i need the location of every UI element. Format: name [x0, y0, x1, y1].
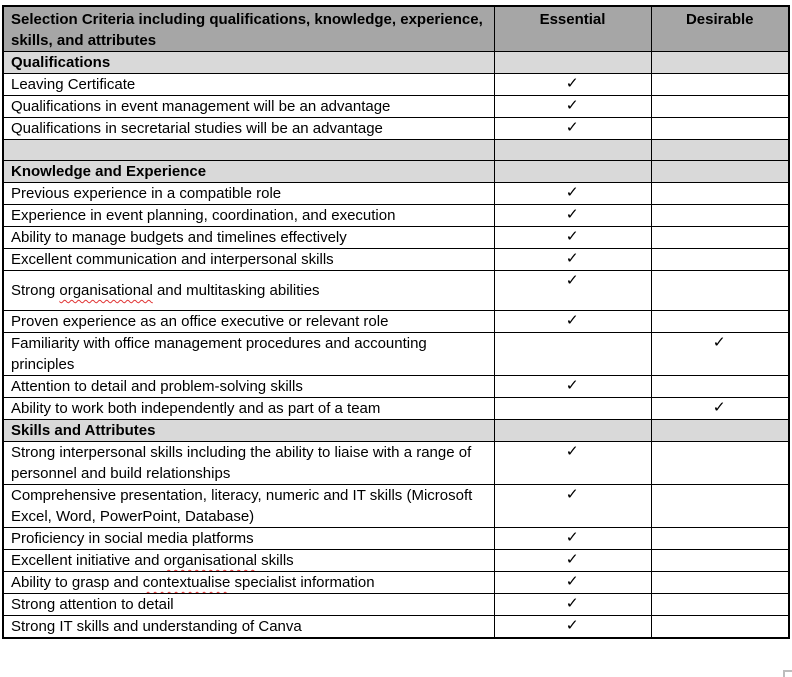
- section-row: [3, 420, 789, 442]
- essential-cell: [494, 572, 651, 594]
- desirable-cell: [651, 398, 789, 420]
- criteria-row: [3, 594, 789, 616]
- checkmark-icon: ✓: [565, 573, 580, 590]
- criteria-row: [3, 333, 789, 376]
- criteria-text: Excellent communication and interpersonal skills: [11, 251, 334, 268]
- desirable-cell: [651, 271, 789, 311]
- selection-criteria-table: [2, 5, 790, 639]
- checkmark-icon: ✓: [713, 399, 727, 416]
- criteria-row: [3, 485, 789, 528]
- desirable-cell: [651, 118, 789, 140]
- criteria-text-cell: [3, 74, 494, 96]
- criteria-text-cell: [3, 376, 494, 398]
- criteria-row: [3, 74, 789, 96]
- criteria-text: Strong interpersonal skills including the ability to liaise with a range of personnel and build relationships: [11, 444, 472, 482]
- essential-cell: [494, 183, 651, 205]
- criteria-row: [3, 398, 789, 420]
- essential-cell: [494, 96, 651, 118]
- criteria-text-cell: [3, 485, 494, 528]
- section-title: Knowledge and Experience: [11, 163, 207, 180]
- desirable-cell: [651, 249, 789, 271]
- desirable-cell: [651, 572, 789, 594]
- section-title-cell: [3, 420, 494, 442]
- checkmark-icon: ✓: [565, 529, 580, 546]
- checkmark-icon: ✓: [565, 595, 580, 612]
- desirable-cell: [651, 420, 789, 442]
- criteria-text-cell: [3, 140, 494, 161]
- criteria-text-cell: [3, 616, 494, 639]
- criteria-row: [3, 616, 789, 639]
- desirable-cell: [651, 140, 789, 161]
- desirable-cell: [651, 550, 789, 572]
- criteria-text-cell: [3, 398, 494, 420]
- checkmark-icon: ✓: [565, 97, 580, 114]
- essential-cell: [494, 205, 651, 227]
- desirable-cell: [651, 183, 789, 205]
- misspelled-word: organisational: [59, 282, 153, 299]
- checkmark-icon: ✓: [565, 119, 580, 136]
- criteria-text: Strong attention to detail: [11, 596, 174, 613]
- criteria-text-cell: [3, 205, 494, 227]
- criteria-text: Qualifications in event management will be an advantage: [11, 98, 391, 115]
- essential-cell: [494, 376, 651, 398]
- essential-cell: [494, 161, 651, 183]
- essential-cell: [494, 528, 651, 550]
- criteria-text-cell: [3, 311, 494, 333]
- criteria-text-cell: [3, 249, 494, 271]
- criteria-text-cell: [3, 271, 494, 311]
- criteria-text-cell: [3, 183, 494, 205]
- essential-cell: [494, 52, 651, 74]
- criteria-text: Excellent initiative and: [11, 552, 164, 569]
- criteria-text-cell: [3, 594, 494, 616]
- criteria-text: Ability to grasp and: [11, 574, 143, 591]
- desirable-cell: [651, 311, 789, 333]
- criteria-text-cell: [3, 333, 494, 376]
- header-criteria: Selection Criteria including qualifications, knowledge, experience, skills, and attributes: [3, 6, 494, 52]
- desirable-cell: [651, 74, 789, 96]
- criteria-text: Previous experience in a compatible role: [11, 185, 282, 202]
- checkmark-icon: ✓: [565, 486, 580, 503]
- essential-cell: [494, 249, 651, 271]
- desirable-cell: [651, 161, 789, 183]
- essential-cell: [494, 485, 651, 528]
- checkmark-icon: ✓: [565, 250, 580, 267]
- essential-cell: [494, 398, 651, 420]
- criteria-text-cell: [3, 118, 494, 140]
- criteria-text: Leaving Certificate: [11, 76, 136, 93]
- checkmark-icon: ✓: [565, 228, 580, 245]
- section-title-cell: [3, 161, 494, 183]
- criteria-row: [3, 205, 789, 227]
- spacer-row: [3, 140, 789, 161]
- criteria-text: Proficiency in social media platforms: [11, 530, 254, 547]
- criteria-text-cell: [3, 550, 494, 572]
- criteria-row: [3, 118, 789, 140]
- misspelled-word: organisational: [163, 552, 257, 569]
- criteria-row: [3, 227, 789, 249]
- section-row: [3, 161, 789, 183]
- criteria-text: Comprehensive presentation, literacy, numeric and IT skills (Microsoft Excel, Word, PowerPoint, Database): [11, 487, 473, 525]
- table-header-row: [3, 6, 789, 52]
- criteria-text: Qualifications in secretarial studies will be an advantage: [11, 120, 383, 137]
- desirable-cell: [651, 333, 789, 376]
- checkmark-icon: ✓: [565, 312, 580, 329]
- table-resize-corner: [783, 670, 792, 677]
- criteria-text: Attention to detail and problem-solving skills: [11, 378, 303, 395]
- checkmark-icon: ✓: [565, 206, 580, 223]
- criteria-text-cell: [3, 528, 494, 550]
- desirable-cell: [651, 442, 789, 485]
- checkmark-icon: ✓: [565, 443, 580, 460]
- essential-cell: [494, 442, 651, 485]
- criteria-table-body: [3, 52, 789, 639]
- desirable-cell: [651, 52, 789, 74]
- desirable-cell: [651, 528, 789, 550]
- criteria-text: Proven experience as an office executive or relevant role: [11, 313, 389, 330]
- misspelled-word: contextualise: [142, 574, 231, 591]
- criteria-text-cell: [3, 572, 494, 594]
- criteria-text: Strong: [11, 282, 60, 299]
- criteria-text: Familiarity with office management procedures and accounting principles: [11, 335, 427, 373]
- essential-cell: [494, 311, 651, 333]
- desirable-cell: [651, 616, 789, 639]
- checkmark-icon: ✓: [713, 334, 727, 351]
- essential-cell: [494, 118, 651, 140]
- checkmark-icon: ✓: [565, 272, 580, 289]
- criteria-text: Ability to manage budgets and timelines effectively: [11, 229, 347, 246]
- criteria-text: and multitasking abilities: [152, 282, 320, 299]
- essential-cell: [494, 74, 651, 96]
- header-desirable: Desirable: [651, 6, 789, 52]
- desirable-cell: [651, 96, 789, 118]
- essential-cell: [494, 271, 651, 311]
- criteria-text-cell: [3, 227, 494, 249]
- criteria-row: [3, 311, 789, 333]
- checkmark-icon: ✓: [565, 617, 580, 634]
- criteria-row: [3, 442, 789, 485]
- criteria-text-cell: [3, 96, 494, 118]
- desirable-cell: [651, 205, 789, 227]
- essential-cell: [494, 140, 651, 161]
- criteria-row: [3, 249, 789, 271]
- desirable-cell: [651, 227, 789, 249]
- desirable-cell: [651, 594, 789, 616]
- essential-cell: [494, 550, 651, 572]
- essential-cell: [494, 227, 651, 249]
- criteria-text: Experience in event planning, coordination, and execution: [11, 207, 396, 224]
- essential-cell: [494, 616, 651, 639]
- header-essential: Essential: [494, 6, 651, 52]
- criteria-text: Ability to work both independently and as part of a team: [11, 400, 381, 417]
- criteria-row: [3, 550, 789, 572]
- section-row: [3, 52, 789, 74]
- criteria-text-cell: [3, 442, 494, 485]
- criteria-row: [3, 572, 789, 594]
- checkmark-icon: ✓: [565, 551, 580, 568]
- checkmark-icon: ✓: [565, 377, 580, 394]
- criteria-text: skills: [257, 552, 294, 569]
- essential-cell: [494, 420, 651, 442]
- desirable-cell: [651, 485, 789, 528]
- checkmark-icon: ✓: [565, 184, 580, 201]
- section-title: Skills and Attributes: [11, 422, 156, 439]
- criteria-row: [3, 271, 789, 311]
- criteria-row: [3, 96, 789, 118]
- section-title: Qualifications: [11, 54, 111, 71]
- criteria-row: [3, 183, 789, 205]
- criteria-text: Strong IT skills and understanding of Canva: [11, 618, 302, 635]
- checkmark-icon: ✓: [565, 75, 580, 92]
- essential-cell: [494, 594, 651, 616]
- essential-cell: [494, 333, 651, 376]
- section-title-cell: [3, 52, 494, 74]
- criteria-row: [3, 376, 789, 398]
- criteria-row: [3, 528, 789, 550]
- criteria-text: specialist information: [230, 574, 375, 591]
- desirable-cell: [651, 376, 789, 398]
